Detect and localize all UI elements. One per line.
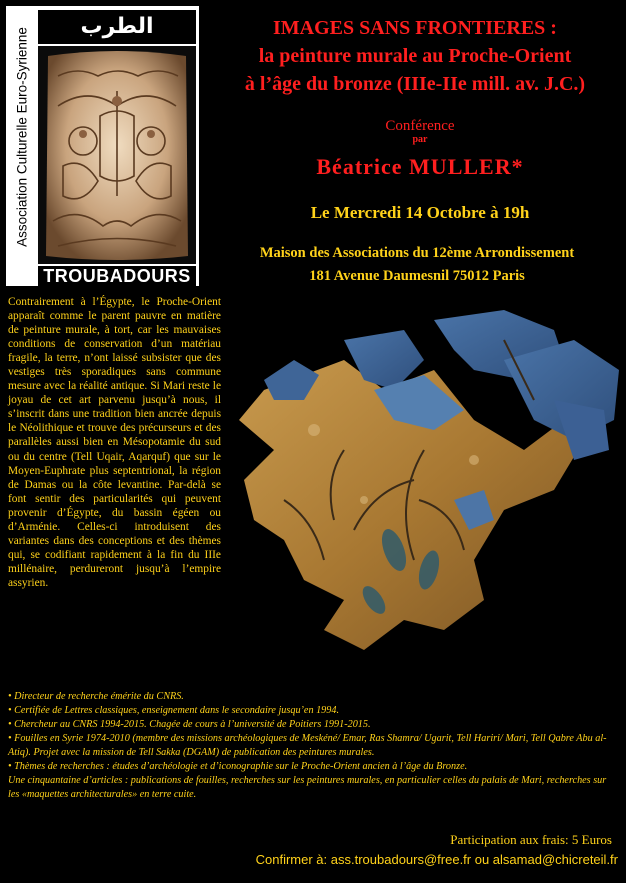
logo-vertical-label — [8, 12, 36, 262]
association-logo — [6, 6, 199, 286]
bio-item: • Chercheur au CNRS 1994-2015. Chagée de cours à l’université de Poitiers 1991-2015. — [8, 719, 371, 730]
title-line-2: la peinture murale au Proche-Orient — [258, 45, 572, 67]
title-line-1: IMAGES SANS FRONTIERES : — [273, 17, 557, 39]
logo-brand: TROUBADOURS — [38, 266, 196, 286]
confirm-contacts[interactable]: Confirmer à: ass.troubadours@free.fr ou alsamad@chicreteil.fr — [255, 852, 618, 867]
event-date: Le Mercredi 14 Octobre à 19h — [310, 203, 530, 222]
speaker-bio — [8, 690, 620, 802]
venue-address: 181 Avenue Daumesnil 75012 Paris — [309, 268, 525, 284]
abstract-text: Contrairement à l’Égypte, le Proche-Orient apparaît comme le parent pauvre en matière de peinture murale, à tort, car les mauvaises conditions de conservation d’un matériau fragile, la terre, n’ont laissé subsister que des vestiges très sporadiques sans commune mesure avec la réalité antique. Si Mari reste le joyau de cet art parvenu jusqu’à nous, il s’inscrit dans une tradition bien ancrée depuis le Néolithique et trouve des précurseurs et des parallèles aussi bien en Mésopotamie du sud ou du centre (Tell Uqair, Aqarquf) que sur le Moyen-Euphrate plus septentrional, la région de Damas ou la côte levantine. Par-delà se font sentir des particularités qui peuvent provenir d’Égypte, du bassin égéen ou d’Arménie. Celles-ci introduisent des variantes dans des conceptions et des thèmes qui, se codifiant rapidement à la fin du IIIe millénaire, perdureront jusqu’à l’empire assyrien. — [8, 296, 221, 589]
ivory-carving-image — [38, 46, 196, 264]
participation-fee: Participation aux frais: 5 Euros — [450, 832, 612, 847]
logo-association-name: Association Culturelle Euro-Syrienne — [14, 27, 30, 247]
bio-item: • Certifiée de Lettres classiques, enseignement dans le secondaire jusqu’en 1994. — [8, 705, 340, 716]
title-block — [210, 14, 620, 98]
bio-item: • Fouilles en Syrie 1974-2010 (membre des missions archéologiques de Meskéné/ Emar, Ras Shamra/ Ugarit, Tell Hariri/ Mari, Tell Qabre Abu al-Atiq). Projet avec la mission de Tell Sakka (DGAM) de publication des peintures murales. — [8, 733, 607, 758]
logo-arabic-text: الطرب — [38, 10, 196, 44]
bio-articles: Une cinquantaine d’articles : publications de fouilles, recherches sur les peintures murales, en particulier celles du palais de Mari, recherches sur les «maquettes architecturales» en terre cuite. — [8, 775, 607, 800]
par-label: par — [412, 134, 428, 145]
fresco-fragments-image — [224, 300, 624, 680]
event-venue — [222, 242, 612, 288]
speaker-name: Béatrice MULLER* — [316, 154, 524, 179]
title-line-3: à l’âge du bronze (IIIe-IIe mill. av. J.C.) — [244, 73, 586, 95]
venue-name: Maison des Associations du 12ème Arrondissement — [259, 245, 575, 261]
bio-item: • Directeur de recherche émérite du CNRS. — [8, 691, 184, 702]
conference-label: Conférence — [385, 118, 455, 134]
bio-item: • Thèmes de recherches : études d’archéologie et d’iconographie sur le Proche-Orient ancien à l’âge du Bronze. — [8, 761, 468, 772]
